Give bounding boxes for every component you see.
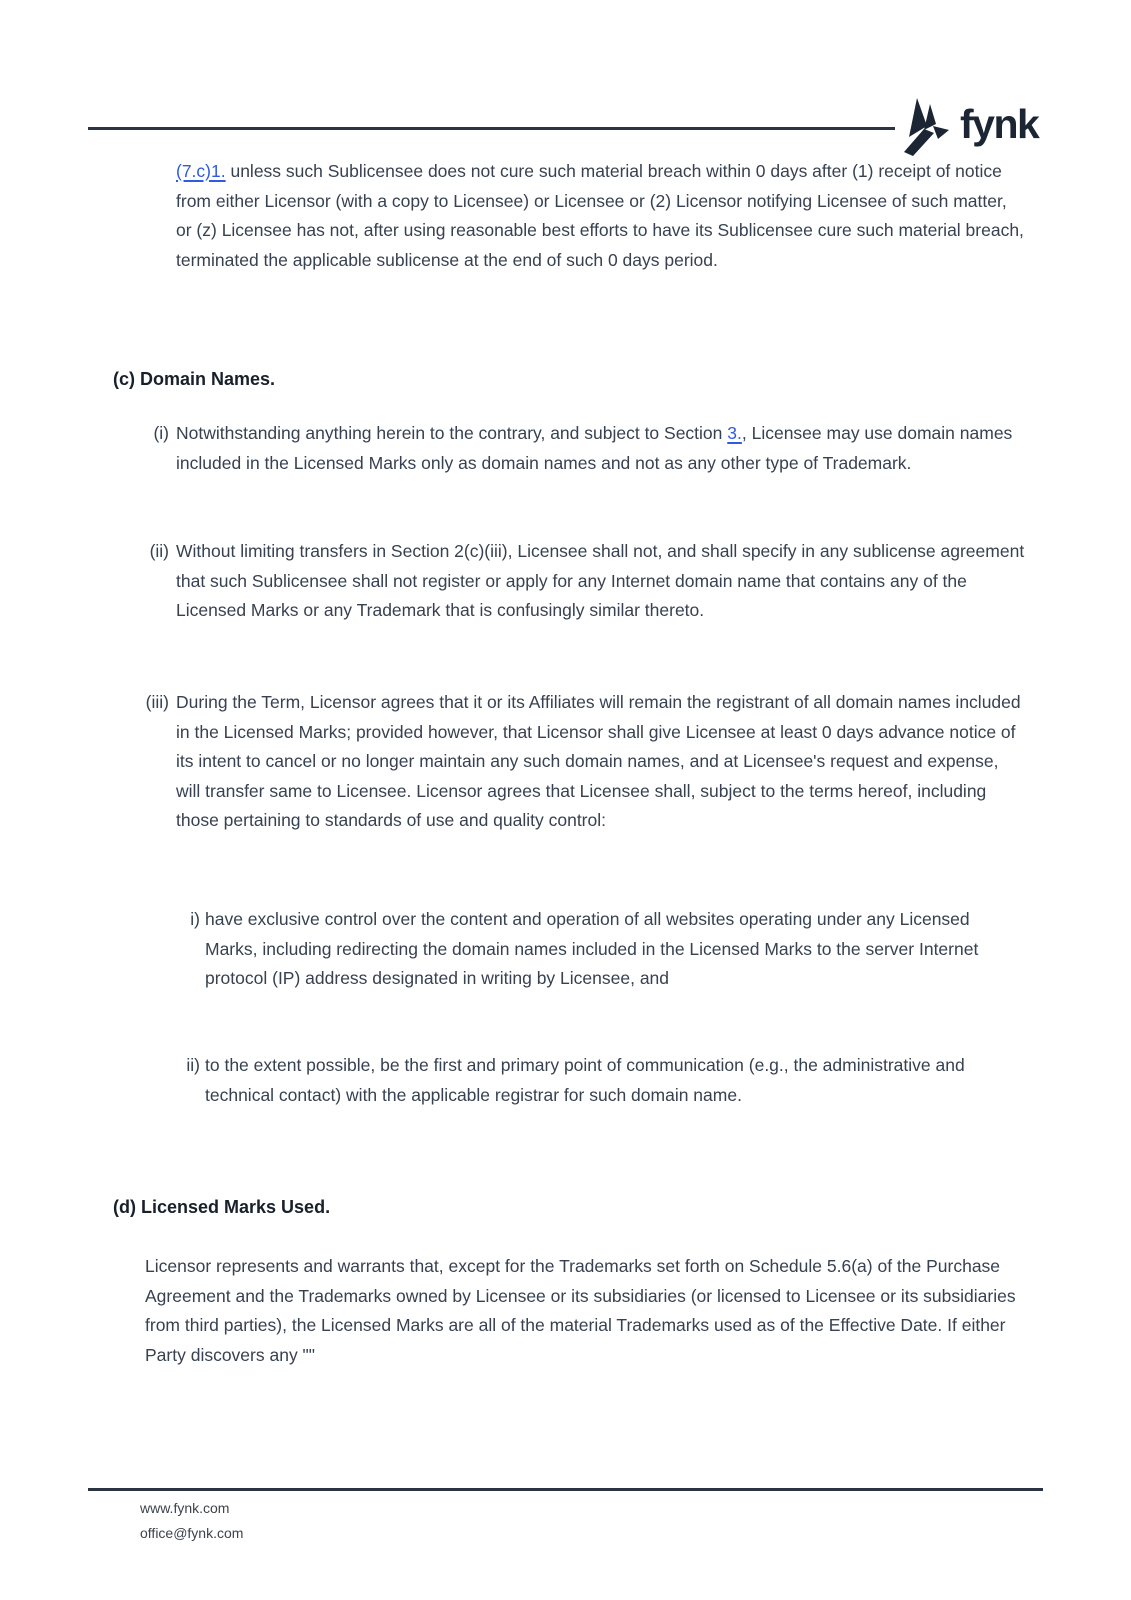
list-marker-iii: (iii) — [145, 692, 169, 712]
sub-list-marker-i: i) — [190, 909, 200, 929]
list-item-i-text: Notwithstanding anything herein to the contrary, and subject to Section 3., Licensee may use domain names included in the Licensed Marks only as domain names and not as any other type of Trademark. — [176, 423, 1013, 473]
list-item-ii-text: Without limiting transfers in Section 2(c)(iii), Licensee shall not, and shall specify in any sublicense agreement that such Sublicensee shall not register or apply for any Internet domain name that contains any of the Licensed Marks or any Trademark that is confusingly similar thereto. — [176, 541, 1025, 620]
list-item-iii-text: During the Term, Licensor agrees that it or its Affiliates will remain the registrant of all domain names included in the Licensed Marks; provided however, that Licensor shall give Licensee at least 0 days advance notice of its intent to cancel or no longer maintain any such domain names, and at Licensee's request and expense, will transfer same to Licensee. Licensor agrees that Licensee shall, subject to the terms hereof, including those pertaining to standards of use and quality control: — [176, 692, 1021, 830]
section-7c1-link[interactable]: (7.c)1. — [176, 161, 226, 181]
footer-contact — [140, 1496, 243, 1546]
footer-website: www.fynk.com — [140, 1500, 230, 1516]
sub-list-marker-ii: ii) — [186, 1055, 200, 1075]
fynk-logo — [897, 97, 1038, 157]
list-marker-i: (i) — [153, 423, 169, 443]
header-divider — [88, 127, 895, 130]
section-c-heading: (c) Domain Names. — [113, 369, 276, 389]
intro-text: unless such Sublicensee does not cure such material breach within 0 days after (1) receipt of notice from either Licensor (with a copy to Licensee) or Licensee or (2) Licensor notifying Licensee of such matter, or (z) Licensee has not, after using reasonable best efforts to have its Sublicensee cure such material breach, terminated the applicable sublicense at the end of such 0 days period. — [176, 161, 1024, 270]
list-item-ii — [149, 537, 1025, 626]
intro-paragraph — [176, 157, 1024, 275]
logo-wordmark: fynk — [960, 100, 1039, 147]
sub-list-item-ii-text: to the extent possible, be the first and primary point of communication (e.g., the administrative and technical contact) with the applicable registrar for such domain name. — [205, 1055, 965, 1105]
footer-divider — [88, 1488, 1043, 1491]
footer-email: office@fynk.com — [140, 1525, 244, 1541]
sub-list-item-i — [190, 905, 1006, 994]
list-item-i — [153, 419, 1025, 478]
section-d-heading: (d) Licensed Marks Used. — [113, 1197, 331, 1217]
sub-list-item-ii — [186, 1051, 1006, 1110]
sub-list-item-i-text: have exclusive control over the content and operation of all websites operating under any Licensed Marks, including redirecting the domain names included in the Licensed Marks to the server Internet protocol (IP) address designated in writing by Licensee, and — [205, 909, 979, 988]
section-d-paragraph: Licensor represents and warrants that, except for the Trademarks set forth on Schedule 5.6(a) of the Purchase Agreement and the Trademarks owned by Licensee or its subsidiaries (or licensed to Licensee or its subsidiaries from third parties), the Licensed Marks are all of the material Trademarks used as of the Effective Date. If either Party discovers any "" — [145, 1256, 1016, 1365]
section-3-link[interactable]: 3. — [727, 423, 742, 443]
origami-bird-icon — [897, 97, 953, 157]
list-item-iii — [145, 688, 1025, 836]
list-marker-ii: (ii) — [149, 541, 169, 561]
